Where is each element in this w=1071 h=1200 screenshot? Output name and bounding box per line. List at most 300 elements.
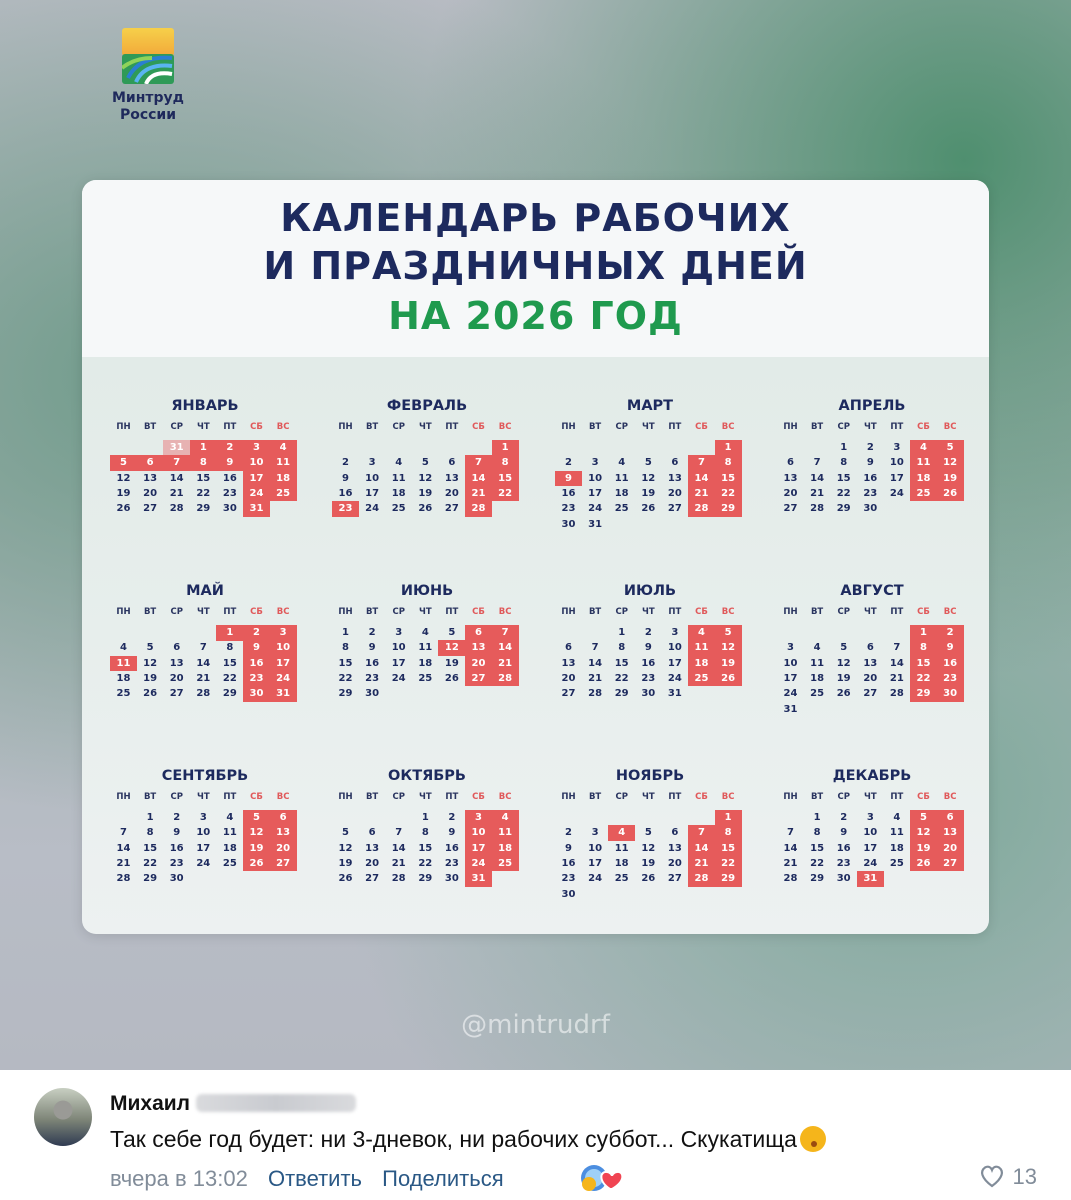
day-cell: 17: [588, 857, 603, 869]
month-name: ФЕВРАЛЬ: [386, 398, 468, 414]
day-cell: 25: [222, 857, 237, 869]
day-cell: 11: [391, 472, 406, 484]
day-cell: 13: [783, 472, 798, 484]
weekday-label: ЧТ: [641, 607, 655, 617]
weekday-label: ВС: [943, 792, 957, 802]
day-cell-holiday: 1: [910, 625, 937, 641]
day-cell-holiday: 29: [715, 501, 742, 517]
day-cell: 14: [169, 472, 184, 484]
day-cell: 2: [565, 457, 572, 469]
day-cell-holiday: 1: [216, 625, 243, 641]
day-cell-prev-month: 31: [163, 440, 190, 456]
weekday-label: СР: [615, 607, 628, 617]
day-cell: 5: [421, 457, 429, 469]
weekday-label: ВТ: [143, 792, 157, 802]
day-cell: 16: [641, 657, 656, 669]
day-cell: 31: [588, 518, 603, 530]
weekday-label: СР: [615, 792, 628, 802]
day-cell-holiday: 6: [937, 810, 964, 826]
weekday-label: ПТ: [223, 422, 237, 432]
day-cell-holiday: 10: [243, 455, 270, 471]
day-cell-holiday: 28: [492, 671, 519, 687]
day-cell: 14: [783, 842, 798, 854]
day-cell-holiday: 12: [243, 825, 270, 841]
weekday-label: СБ: [917, 422, 930, 432]
day-cell: 19: [116, 487, 131, 499]
month-name: ИЮНЬ: [400, 583, 454, 599]
reply-button[interactable]: Ответить: [267, 1166, 363, 1191]
day-cell-holiday: 22: [715, 486, 742, 502]
weekday-label: ЧТ: [418, 607, 432, 617]
day-cell-holiday: 9: [216, 455, 243, 471]
weekday-label: ПТ: [445, 792, 459, 802]
day-cell: 26: [836, 688, 851, 700]
day-cell-holiday: 11: [910, 455, 937, 471]
day-cell: 24: [365, 503, 380, 515]
day-cell: 6: [448, 457, 456, 469]
day-cell-holiday: 19: [243, 841, 270, 857]
day-cell-holiday: 5: [110, 455, 137, 471]
day-cell: 25: [614, 873, 629, 885]
day-cell: 26: [641, 503, 656, 515]
weekday-label: СБ: [472, 607, 485, 617]
day-cell: 7: [893, 642, 901, 654]
day-cell-holiday: 21: [465, 486, 492, 502]
day-cell: 30: [444, 873, 459, 885]
weekday-label: ПН: [116, 422, 131, 432]
day-cell: 1: [813, 812, 821, 823]
day-cell-holiday: 23: [243, 671, 270, 687]
day-cell: 21: [588, 672, 603, 684]
day-cell: 28: [810, 503, 825, 515]
weekday-label: СБ: [917, 607, 930, 617]
weekday-label: СБ: [250, 607, 263, 617]
day-cell: 29: [614, 688, 629, 700]
day-cell-holiday: 13: [270, 825, 297, 841]
day-cell: 12: [143, 657, 158, 669]
day-cell: 7: [813, 457, 821, 469]
weekday-label: ВТ: [810, 792, 824, 802]
logo-text-line2: России: [119, 107, 177, 123]
weekday-label: ВС: [943, 422, 957, 432]
day-cell: 31: [667, 688, 682, 700]
day-cell-holiday: 19: [715, 656, 742, 672]
day-cell: 15: [836, 472, 851, 484]
day-cell: 7: [120, 827, 127, 839]
day-cell: 16: [365, 657, 380, 669]
day-cell-holiday: 19: [937, 471, 964, 487]
day-cell: 2: [342, 457, 349, 469]
day-cell: 11: [810, 657, 825, 669]
day-cell-holiday: 5: [937, 440, 964, 456]
comment: [0, 1070, 1071, 1200]
share-button[interactable]: Поделиться: [382, 1166, 504, 1191]
weekday-label: ВТ: [588, 607, 602, 617]
day-cell: 27: [667, 873, 682, 885]
day-cell: 28: [196, 688, 211, 700]
day-cell: 15: [196, 472, 211, 484]
day-cell: 18: [222, 842, 237, 854]
day-cell-holiday: 3: [243, 440, 270, 456]
weekday-label: ВС: [276, 422, 290, 432]
day-cell: 6: [368, 827, 376, 839]
author-surname-blurred: [196, 1094, 356, 1112]
weekday-label: ВС: [276, 607, 290, 617]
weekday-label: ВТ: [365, 607, 379, 617]
day-cell: 21: [116, 857, 131, 869]
day-cell: 20: [667, 857, 682, 869]
day-cell: 21: [783, 857, 798, 869]
day-cell: 20: [783, 487, 798, 499]
weekday-label: ПТ: [890, 422, 904, 432]
day-cell: 12: [338, 842, 353, 854]
day-cell-holiday: 4: [910, 440, 937, 456]
day-cell: 19: [836, 672, 851, 684]
day-cell: 14: [588, 657, 603, 669]
day-cell: 24: [863, 857, 878, 869]
day-cell: 13: [365, 842, 380, 854]
weekday-label: ПТ: [890, 607, 904, 617]
day-cell: 4: [226, 812, 234, 823]
mintrud-logo: [108, 28, 188, 124]
comment-author[interactable]: [110, 1092, 356, 1116]
day-cell: 28: [169, 503, 184, 515]
day-cell-holiday: 31: [243, 501, 270, 517]
day-cell-holiday: 28: [465, 501, 492, 517]
day-cell: 19: [338, 857, 353, 869]
day-cell: 13: [169, 657, 184, 669]
day-cell: 3: [787, 642, 794, 654]
day-cell-holiday: 14: [688, 841, 715, 857]
day-cell-holiday: 28: [688, 871, 715, 887]
day-cell: 10: [391, 642, 406, 654]
day-cell-holiday: 11: [492, 825, 519, 841]
day-cell: 20: [444, 487, 459, 499]
day-cell: 23: [222, 487, 237, 499]
day-cell-holiday: 26: [937, 486, 964, 502]
day-cell-holiday: 27: [465, 671, 492, 687]
day-cell: 9: [644, 642, 652, 654]
weekday-label: ПН: [561, 422, 576, 432]
day-cell-holiday: 12: [715, 640, 742, 656]
day-cell: 9: [840, 827, 848, 839]
day-cell-holiday: 2: [243, 625, 270, 641]
day-cell: 9: [565, 842, 572, 854]
weekday-label: ПН: [116, 792, 131, 802]
day-cell: 11: [889, 827, 904, 839]
day-cell: 7: [395, 827, 403, 839]
title-year: НА 2026 ГОД: [388, 294, 683, 338]
day-cell: 4: [893, 812, 901, 823]
day-cell-holiday: 8: [910, 640, 937, 656]
weekday-label: ВТ: [588, 792, 602, 802]
weekday-label: ВС: [721, 422, 735, 432]
day-cell: 8: [618, 642, 626, 654]
day-cell-holiday: 24: [243, 486, 270, 502]
day-cell-holiday: 4: [608, 825, 635, 841]
day-cell-holiday: 6: [465, 625, 492, 641]
day-cell: 3: [368, 457, 376, 469]
weekday-label: ВС: [721, 792, 735, 802]
day-cell: 27: [667, 503, 682, 515]
weekday-label: ПТ: [445, 607, 459, 617]
day-cell: 5: [342, 827, 349, 839]
day-cell-holiday: 17: [243, 471, 270, 487]
day-cell: 24: [391, 672, 406, 684]
day-cell: 2: [565, 827, 572, 839]
weekday-label: СР: [837, 607, 850, 617]
weekday-label: СР: [170, 422, 183, 432]
weekday-label: ЧТ: [418, 792, 432, 802]
day-cell: 8: [146, 827, 154, 839]
day-cell: 26: [116, 503, 131, 515]
weekday-label: ЧТ: [196, 422, 210, 432]
day-cell-holiday: 30: [243, 686, 270, 702]
day-cell-holiday: 13: [937, 825, 964, 841]
day-cell: 27: [444, 503, 459, 515]
day-cell-holiday: 31: [270, 686, 297, 702]
title-line1: КАЛЕНДАРЬ РАБОЧИХ: [280, 196, 791, 240]
day-cell-holiday: 30: [937, 686, 964, 702]
weekday-label: ПН: [338, 792, 353, 802]
weekday-label: ЧТ: [196, 792, 210, 802]
weekday-label: ЧТ: [196, 607, 210, 617]
day-cell: 13: [667, 472, 682, 484]
day-cell-holiday: 28: [688, 501, 715, 517]
day-cell-holiday: 2: [937, 625, 964, 641]
weekday-label: ВТ: [810, 607, 824, 617]
heart-icon: [979, 1164, 1005, 1188]
day-cell: 15: [810, 842, 825, 854]
day-cell-holiday: 18: [688, 656, 715, 672]
day-cell-holiday: 3: [270, 625, 297, 641]
day-cell: 18: [116, 672, 131, 684]
day-cell-holiday: 6: [137, 455, 164, 471]
weekday-label: СБ: [695, 792, 708, 802]
day-cell-holiday: 1: [190, 440, 217, 456]
day-cell: 19: [641, 487, 656, 499]
day-cell-holiday: 16: [243, 656, 270, 672]
day-cell: 17: [365, 487, 380, 499]
weekday-label: ПН: [783, 422, 798, 432]
day-cell: 6: [173, 642, 181, 654]
day-cell-holiday: 16: [937, 656, 964, 672]
day-cell: 16: [444, 842, 459, 854]
day-cell: 24: [783, 688, 798, 700]
day-cell: 20: [365, 857, 380, 869]
day-cell: 4: [120, 642, 127, 654]
day-cell-holiday: 4: [492, 810, 519, 826]
day-cell-holiday: 22: [910, 671, 937, 687]
comment-time: вчера в 13:02: [110, 1166, 248, 1191]
day-cell-holiday: 11: [110, 656, 137, 672]
day-cell: 16: [836, 842, 851, 854]
day-cell: 2: [368, 627, 376, 638]
day-cell: 17: [863, 842, 878, 854]
day-cell: 9: [173, 827, 181, 839]
day-cell: 6: [866, 642, 874, 654]
day-cell-holiday: 14: [688, 471, 715, 487]
day-cell: 22: [196, 487, 211, 499]
day-cell: 22: [614, 672, 629, 684]
day-cell: 29: [810, 873, 825, 885]
day-cell: 24: [588, 503, 603, 515]
weekday-label: ПН: [783, 792, 798, 802]
month-name: АПРЕЛЬ: [838, 398, 906, 414]
day-cell: 2: [644, 627, 652, 638]
day-cell-holiday: 21: [688, 486, 715, 502]
day-cell: 8: [342, 642, 349, 654]
avatar[interactable]: [34, 1088, 92, 1146]
mintrud-emblem-icon: [122, 28, 174, 84]
day-cell: 16: [169, 842, 184, 854]
day-cell: 11: [418, 642, 433, 654]
day-cell: 9: [448, 827, 456, 839]
day-cell-holiday: 31: [857, 871, 884, 887]
day-cell: 13: [667, 842, 682, 854]
weekday-label: СР: [170, 792, 183, 802]
day-cell: 19: [418, 487, 433, 499]
day-cell: 13: [863, 657, 878, 669]
day-cell: 17: [196, 842, 211, 854]
day-cell-holiday: 17: [270, 656, 297, 672]
day-cell: 21: [810, 487, 825, 499]
day-cell: 11: [614, 472, 629, 484]
day-cell: 2: [448, 812, 456, 823]
day-cell-holiday: 11: [688, 640, 715, 656]
day-cell: 21: [169, 487, 184, 499]
day-cell-holiday: 25: [688, 671, 715, 687]
day-cell: 7: [199, 642, 207, 654]
day-cell: 1: [146, 812, 154, 823]
day-cell: 11: [614, 842, 629, 854]
day-cell: 20: [863, 672, 878, 684]
day-cell: 17: [588, 487, 603, 499]
weekday-label: СБ: [472, 792, 485, 802]
day-cell: 29: [222, 688, 237, 700]
day-cell-holiday: 15: [715, 471, 742, 487]
like-button[interactable]: [979, 1164, 1037, 1190]
weekday-label: ПТ: [445, 422, 459, 432]
weekday-label: ЧТ: [418, 422, 432, 432]
day-cell-holiday: 27: [270, 856, 297, 872]
day-cell-holiday: 23: [937, 671, 964, 687]
day-cell: 10: [667, 642, 682, 654]
day-cell: 8: [226, 642, 234, 654]
day-cell: 9: [368, 642, 376, 654]
day-cell-holiday: 25: [910, 486, 937, 502]
day-cell-holiday: 17: [465, 841, 492, 857]
weekday-label: ВТ: [588, 422, 602, 432]
day-cell: 8: [421, 827, 429, 839]
day-cell: 30: [641, 688, 656, 700]
day-cell: 21: [889, 672, 904, 684]
day-cell: 1: [342, 627, 349, 638]
day-cell-holiday: 7: [465, 455, 492, 471]
day-cell: 23: [365, 672, 380, 684]
day-cell: 27: [143, 503, 158, 515]
day-cell: 3: [866, 812, 874, 823]
day-cell: 28: [889, 688, 904, 700]
comment-text: [110, 1126, 826, 1153]
day-cell: 17: [889, 472, 904, 484]
day-cell-holiday: 10: [465, 825, 492, 841]
weekday-label: ПТ: [890, 792, 904, 802]
day-cell: 14: [810, 472, 825, 484]
day-cell-holiday: 9: [937, 640, 964, 656]
day-cell: 3: [591, 457, 599, 469]
weekday-label: ЧТ: [863, 607, 877, 617]
day-cell: 10: [863, 827, 878, 839]
day-cell: 23: [169, 857, 184, 869]
day-cell: 30: [836, 873, 851, 885]
day-cell: 5: [448, 627, 456, 638]
weekday-label: ВС: [943, 607, 957, 617]
day-cell: 13: [143, 472, 158, 484]
day-cell: 28: [116, 873, 131, 885]
day-cell: 23: [836, 857, 851, 869]
day-cell: 16: [863, 472, 878, 484]
weekday-label: ВТ: [365, 792, 379, 802]
day-cell: 19: [641, 857, 656, 869]
day-cell-holiday: 4: [688, 625, 715, 641]
day-cell: 1: [618, 627, 626, 638]
day-cell-holiday: 5: [243, 810, 270, 826]
day-cell: 5: [840, 642, 848, 654]
day-cell: 12: [641, 472, 656, 484]
weekday-label: СБ: [917, 792, 930, 802]
day-cell: 30: [561, 888, 576, 900]
day-cell-holiday: 25: [270, 486, 297, 502]
day-cell-holiday: 10: [270, 640, 297, 656]
day-cell: 28: [783, 873, 798, 885]
day-cell: 2: [840, 812, 848, 823]
day-cell: 15: [143, 842, 158, 854]
month-name: ЯНВАРЬ: [171, 398, 239, 414]
title-line2: И ПРАЗДНИЧНЫХ ДНЕЙ: [263, 244, 808, 288]
day-cell: 9: [866, 457, 874, 469]
day-cell-holiday: 6: [270, 810, 297, 826]
day-cell-holiday: 29: [910, 686, 937, 702]
day-cell-holiday: 21: [688, 856, 715, 872]
day-cell: 27: [783, 503, 798, 515]
day-cell: 26: [338, 873, 353, 885]
day-cell: 15: [338, 657, 353, 669]
weekday-label: ПН: [338, 607, 353, 617]
day-cell-holiday: 26: [243, 856, 270, 872]
day-cell: 16: [338, 487, 353, 499]
day-cell: 20: [561, 672, 576, 684]
day-cell: 10: [783, 657, 798, 669]
day-cell-holiday: 7: [688, 825, 715, 841]
day-cell: 10: [588, 842, 603, 854]
day-cell: 22: [222, 672, 237, 684]
day-cell: 30: [365, 688, 380, 700]
day-cell: 12: [836, 657, 851, 669]
day-cell: 19: [143, 672, 158, 684]
comment-meta: [110, 1166, 504, 1192]
day-cell: 24: [196, 857, 211, 869]
weekday-label: СР: [170, 607, 183, 617]
watermark: @mintrudrf: [461, 1010, 610, 1040]
day-cell-holiday: 12: [910, 825, 937, 841]
day-cell: 18: [614, 857, 629, 869]
day-cell: 22: [836, 487, 851, 499]
day-cell-holiday: 1: [715, 810, 742, 826]
day-cell-holiday: 27: [937, 856, 964, 872]
day-cell: 18: [391, 487, 406, 499]
reactions-icon[interactable]: [580, 1162, 628, 1194]
